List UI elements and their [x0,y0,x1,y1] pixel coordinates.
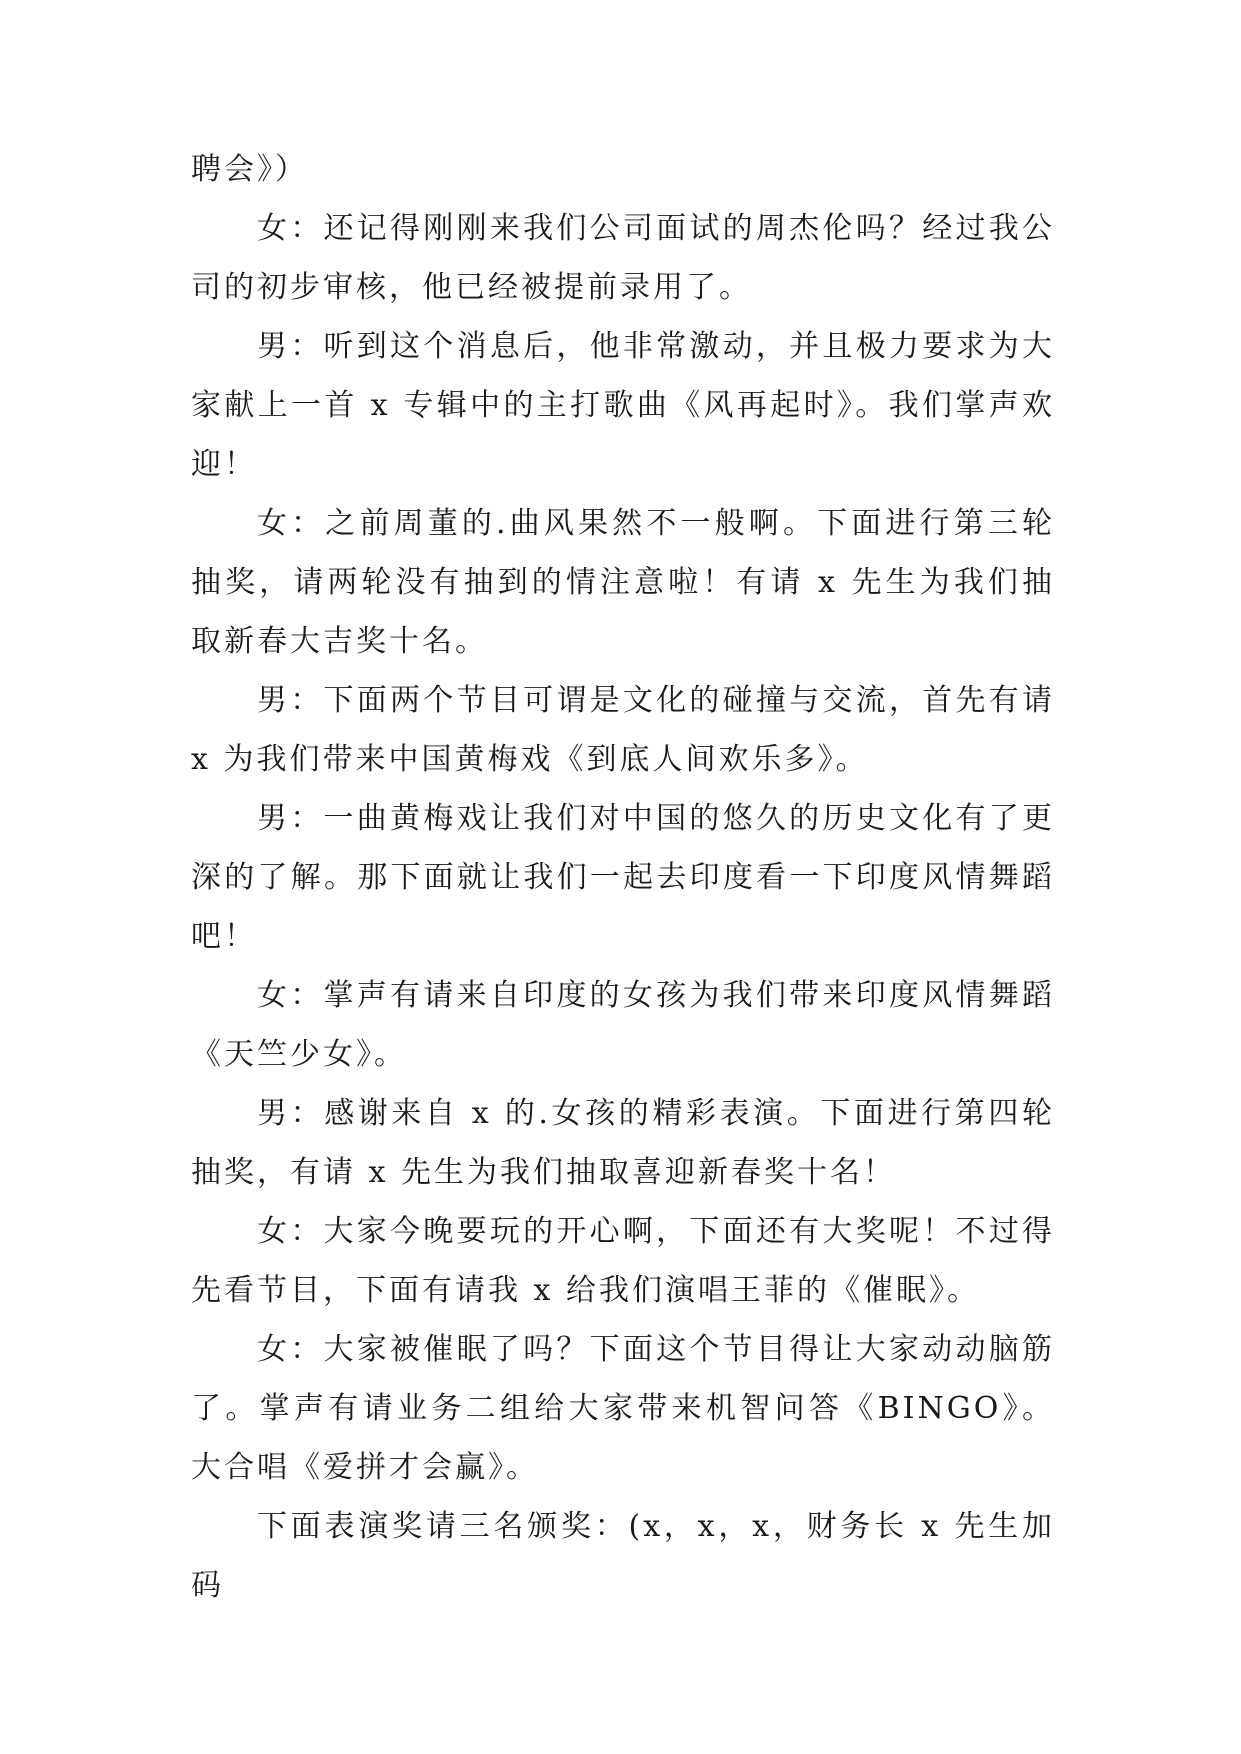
paragraph-11: 下面表演奖请三名颁奖：(x，x，x，财务长 x 先生加码 [191,1509,1055,1603]
paragraph-10: 女：大家被催眠了吗？下面这个节目得让大家动动脑筋了。掌声有请业务二组给大家带来机智问答《BINGO》。大合唱《爱拼才会赢》。 [191,1332,1055,1485]
document-page [191,140,1055,1615]
paragraph-6: 男：一曲黄梅戏让我们对中国的悠久的历史文化有了更深的了解。那下面就让我们一起去印度看一下印度风情舞蹈吧！ [191,801,1055,954]
paragraph-8: 男：感谢来自 x 的.女孩的精彩表演。下面进行第四轮抽奖，有请 x 先生为我们抽取喜迎新春奖十名！ [191,1096,1055,1190]
paragraph-1: 聘会》） [191,152,308,187]
paragraph-3: 男：听到这个消息后，他非常激动，并且极力要求为大家献上一首 x 专辑中的主打歌曲《风再起时》。我们掌声欢迎！ [191,329,1055,482]
paragraph-2: 女：还记得刚刚来我们公司面试的周杰伦吗？经过我公司的初步审核，他已经被提前录用了。 [191,211,1055,305]
paragraph-7: 女：掌声有请来自印度的女孩为我们带来印度风情舞蹈《天竺少女》。 [191,978,1055,1072]
paragraph-4: 女：之前周董的.曲风果然不一般啊。下面进行第三轮抽奖，请两轮没有抽到的情注意啦！有请 x 先生为我们抽取新春大吉奖十名。 [191,506,1055,659]
paragraph-5: 男：下面两个节目可谓是文化的碰撞与交流，首先有请 x 为我们带来中国黄梅戏《到底人间欢乐多》。 [191,683,1055,777]
paragraph-9: 女：大家今晚要玩的开心啊，下面还有大奖呢！不过得先看节目，下面有请我 x 给我们演唱王菲的《催眠》。 [191,1214,1055,1308]
